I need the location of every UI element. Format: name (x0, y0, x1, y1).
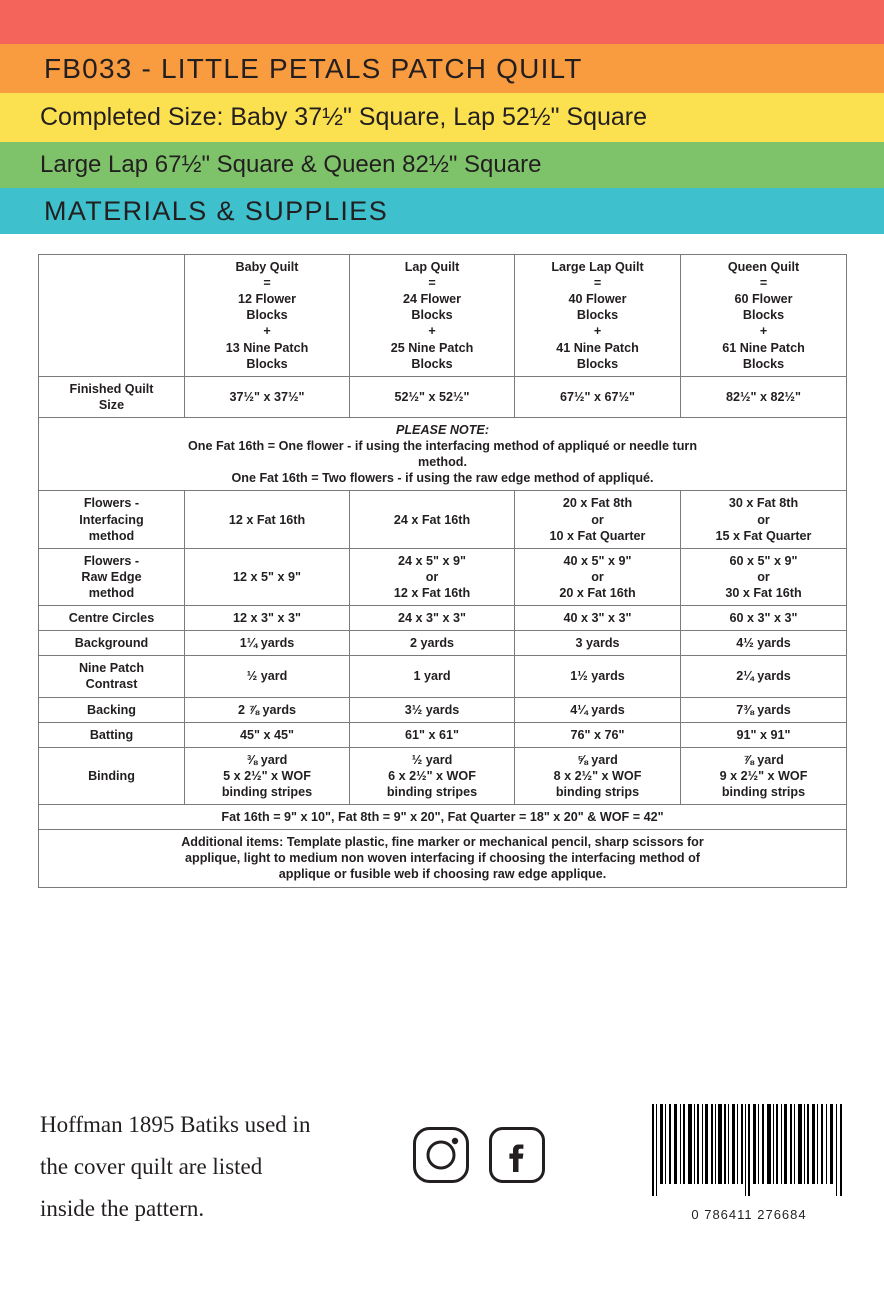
cell-finished-size-large-lap: 67½" x 67½" (515, 376, 681, 417)
cell-flowers-interfacing-lap: 24 x Fat 16th (350, 491, 515, 548)
please-note-line-2: One Fat 16th = Two flowers - if using the raw edge method of appliqué. (231, 471, 654, 486)
materials-table (38, 254, 847, 888)
cell-flowers-raw-edge-lap: 24 x 5" x 9" or 12 x Fat 16th (350, 548, 515, 605)
cell-finished-size-queen: 82½" x 82½" (681, 376, 847, 417)
please-note-cell (39, 417, 847, 490)
cell-nine-patch-large-lap: 1½ yards (515, 656, 681, 697)
cell-nine-patch-queen: 2¼ yards (681, 656, 847, 697)
table-header-row (39, 255, 847, 377)
band-red (0, 0, 884, 44)
column-header-large-lap: Large Lap Quilt = 40 Flower Blocks + 41 Nine Patch Blocks (515, 255, 681, 377)
column-header-baby: Baby Quilt = 12 Flower Blocks + 13 Nine Patch Blocks (185, 255, 350, 377)
additional-items-line-1: Additional items: Template plastic, fine marker or mechanical pencil, sharp scissors for (181, 835, 704, 850)
cell-centre-circles-large-lap: 40 x 3" x 3" (515, 606, 681, 631)
table-corner-cell (39, 255, 185, 377)
table-row (39, 656, 847, 697)
cell-backing-baby: 2 ⅞ yards (185, 697, 350, 722)
table-row (39, 722, 847, 747)
page-title: FB033 - LITTLE PETALS PATCH QUILT (44, 52, 583, 84)
materials-heading: MATERIALS & SUPPLIES (44, 195, 389, 226)
measurements-note: Fat 16th = 9" x 10", Fat 8th = 9" x 20", Fat Quarter = 18" x 20" & WOF = 42" (39, 805, 847, 830)
cell-background-large-lap: 3 yards (515, 631, 681, 656)
cell-batting-baby: 45" x 45" (185, 722, 350, 747)
table-row-please-note (39, 417, 847, 490)
cell-nine-patch-lap: 1 yard (350, 656, 515, 697)
facebook-icon[interactable] (488, 1126, 546, 1184)
barcode (648, 1104, 850, 1222)
cell-finished-size-lap: 52½" x 52½" (350, 376, 515, 417)
row-label-backing: Backing (39, 697, 185, 722)
cell-flowers-interfacing-queen: 30 x Fat 8th or 15 x Fat Quarter (681, 491, 847, 548)
row-label-nine-patch-contrast: Nine Patch Contrast (39, 656, 185, 697)
cell-flowers-interfacing-large-lap: 20 x Fat 8th or 10 x Fat Quarter (515, 491, 681, 548)
row-label-binding: Binding (39, 747, 185, 804)
footer-note-line-2: the cover quilt are listed (40, 1154, 263, 1179)
cell-backing-queen: 7⅜ yards (681, 697, 847, 722)
row-label-background: Background (39, 631, 185, 656)
row-label-centre-circles: Centre Circles (39, 606, 185, 631)
footer-note-line-3: inside the pattern. (40, 1196, 205, 1221)
additional-items-cell (39, 830, 847, 887)
cell-flowers-raw-edge-baby: 12 x 5" x 9" (185, 548, 350, 605)
additional-items-line-2: applique, light to medium non woven interfacing if choosing the interfacing method of (185, 851, 700, 866)
cell-flowers-raw-edge-queen: 60 x 5" x 9" or 30 x Fat 16th (681, 548, 847, 605)
band-orange-title (0, 44, 884, 93)
please-note-heading: PLEASE NOTE: (395, 422, 490, 437)
table-row (39, 606, 847, 631)
row-label-flowers-raw-edge: Flowers - Raw Edge method (39, 548, 185, 605)
completed-size-line-2: Large Lap 67½" Square & Queen 82½" Square (40, 151, 542, 178)
cell-centre-circles-baby: 12 x 3" x 3" (185, 606, 350, 631)
table-row (39, 548, 847, 605)
completed-size-line-1: Completed Size: Baby 37½" Square, Lap 52½" Square (40, 103, 648, 131)
cell-background-queen: 4½ yards (681, 631, 847, 656)
additional-items-line-3: applique or fusible web if choosing raw edge applique. (278, 867, 607, 882)
table-row (39, 376, 847, 417)
please-note-line-1: One Fat 16th = One flower - if using the interfacing method of appliqué or needle turn (187, 439, 698, 454)
cell-flowers-raw-edge-large-lap: 40 x 5" x 9" or 20 x Fat 16th (515, 548, 681, 605)
footer-note (40, 1104, 390, 1230)
cell-backing-large-lap: 4¼ yards (515, 697, 681, 722)
barcode-number: 0 786411 276684 (691, 1207, 807, 1222)
footer (0, 1098, 884, 1298)
cell-flowers-interfacing-baby: 12 x Fat 16th (185, 491, 350, 548)
cell-background-lap: 2 yards (350, 631, 515, 656)
cell-background-baby: 1¼ yards (185, 631, 350, 656)
band-teal-materials (0, 188, 884, 234)
social-links (412, 1126, 546, 1184)
table-row (39, 631, 847, 656)
band-yellow-size (0, 93, 884, 142)
row-label-finished-size: Finished Quilt Size (39, 376, 185, 417)
row-label-batting: Batting (39, 722, 185, 747)
cell-backing-lap: 3½ yards (350, 697, 515, 722)
materials-table-wrap (38, 254, 846, 888)
table-row (39, 491, 847, 548)
cell-nine-patch-baby: ½ yard (185, 656, 350, 697)
cell-finished-size-baby: 37½" x 37½" (185, 376, 350, 417)
cell-centre-circles-queen: 60 x 3" x 3" (681, 606, 847, 631)
band-green-size (0, 142, 884, 188)
cell-batting-lap: 61" x 61" (350, 722, 515, 747)
cell-centre-circles-lap: 24 x 3" x 3" (350, 606, 515, 631)
instagram-icon[interactable] (412, 1126, 470, 1184)
cell-batting-large-lap: 76" x 76" (515, 722, 681, 747)
cell-binding-baby: ⅜ yard 5 x 2½" x WOF binding stripes (185, 747, 350, 804)
cell-binding-queen: ⅞ yard 9 x 2½" x WOF binding strips (681, 747, 847, 804)
table-row-additional-items (39, 830, 847, 887)
table-row (39, 697, 847, 722)
cell-binding-large-lap: ⅝ yard 8 x 2½" x WOF binding strips (515, 747, 681, 804)
row-label-flowers-interfacing: Flowers - Interfacing method (39, 491, 185, 548)
cell-batting-queen: 91" x 91" (681, 722, 847, 747)
column-header-lap: Lap Quilt = 24 Flower Blocks + 25 Nine Patch Blocks (350, 255, 515, 377)
cell-binding-lap: ½ yard 6 x 2½" x WOF binding stripes (350, 747, 515, 804)
column-header-queen: Queen Quilt = 60 Flower Blocks + 61 Nine Patch Blocks (681, 255, 847, 377)
footer-note-line-1: Hoffman 1895 Batiks used in (40, 1112, 311, 1137)
table-row-measurements-note (39, 805, 847, 830)
table-row (39, 747, 847, 804)
please-note-line-1b: method. (418, 455, 467, 470)
